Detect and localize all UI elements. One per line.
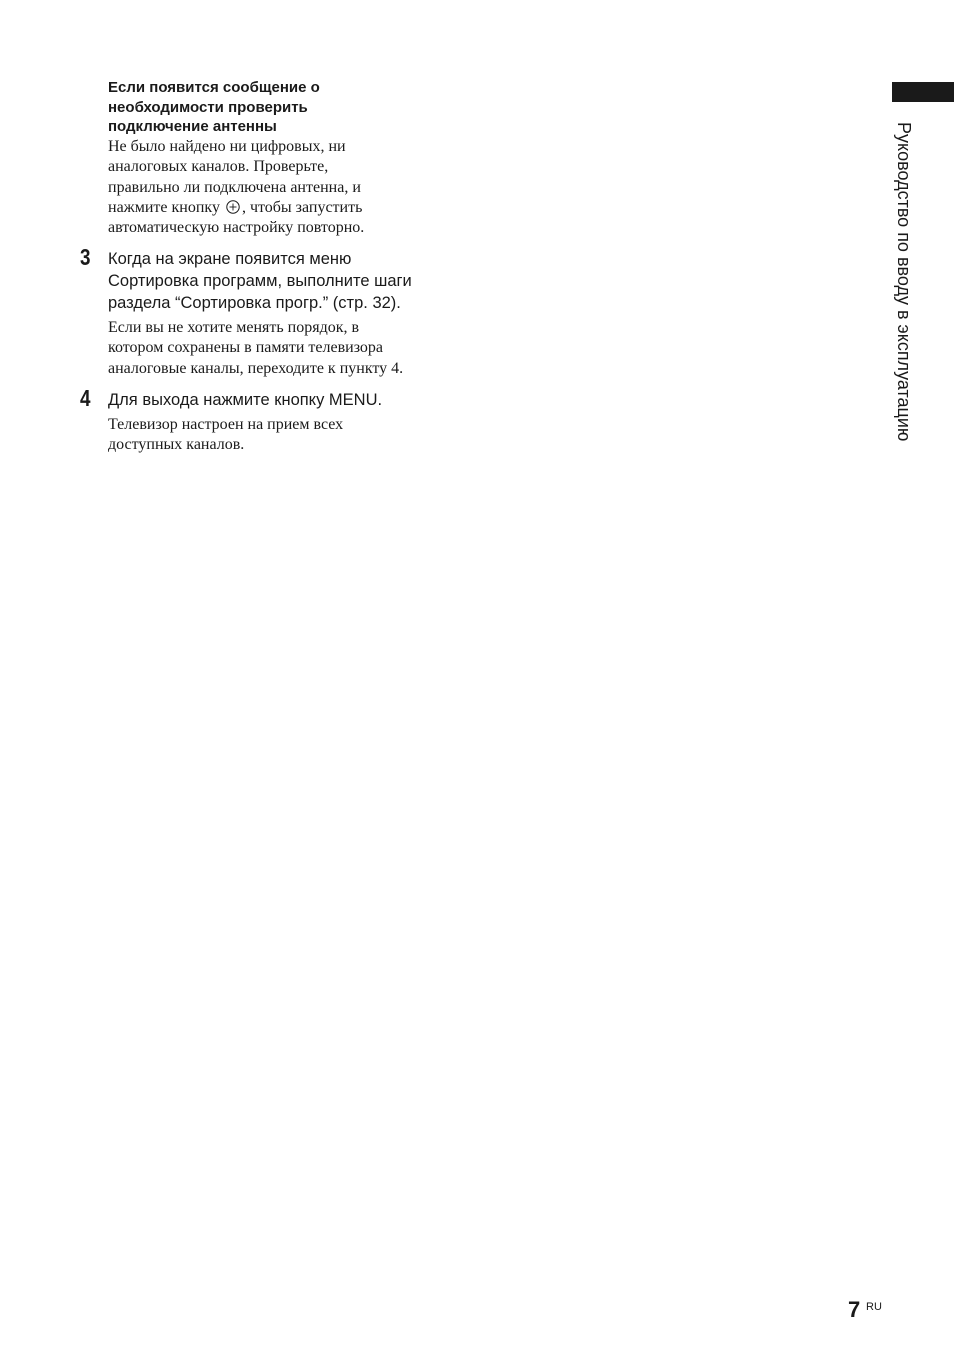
step-instruction: [108, 389, 468, 411]
note-heading: [108, 78, 468, 137]
step-number: 3: [80, 244, 91, 270]
step-detail-line: Телевизор настроен на прием всех: [108, 416, 344, 433]
page-number: 7: [848, 1297, 861, 1322]
plus-in-circle-icon: [226, 200, 240, 214]
page-language-suffix: RU: [866, 1301, 882, 1313]
step-detail-line: доступных каналов.: [108, 436, 245, 454]
note-body-line-with-icon: [108, 198, 468, 218]
step-instruction-line: Когда на экране появится меню: [108, 250, 352, 268]
step-instruction-line: раздела “Сортировка прогр.” (стр. 32).: [108, 294, 401, 312]
step-detail-line: Если вы не хотите менять порядок, в: [108, 319, 360, 336]
step-detail: [108, 318, 468, 379]
step-instruction-line: Сортировка программ, выполните шаги: [108, 272, 412, 290]
step-instruction: [108, 248, 468, 314]
step-detail-line: котором сохранены в памяти телевизора: [108, 339, 384, 357]
note-body-line: аналоговых каналов. Проверьте,: [108, 158, 329, 176]
note-heading-line: подключение антенны: [108, 118, 277, 135]
step-instruction-line: Для выхода нажмите кнопку MENU.: [108, 391, 383, 409]
note-heading-line: Если появится сообщение о: [108, 79, 320, 96]
note-body-line: автоматическую настройку повторно.: [108, 219, 365, 237]
step-detail-line: аналоговые каналы, переходите к пункту 4.: [108, 359, 404, 377]
section-tab-marker: [892, 82, 954, 102]
note-body-text: , чтобы запустить: [241, 198, 363, 216]
note-body-line: Не было найдено ни цифровых, ни: [108, 138, 346, 155]
note-body-line: правильно ли подключена антенна, и: [108, 178, 361, 196]
note-body: [108, 137, 468, 238]
section-side-title: Руководство по вводу в эксплуатацию: [894, 122, 914, 442]
step-detail: [108, 415, 468, 456]
note-body-text: нажмите кнопку: [108, 198, 220, 216]
note-heading-line: необходимости проверить: [108, 98, 308, 116]
step-number: 4: [80, 385, 91, 411]
